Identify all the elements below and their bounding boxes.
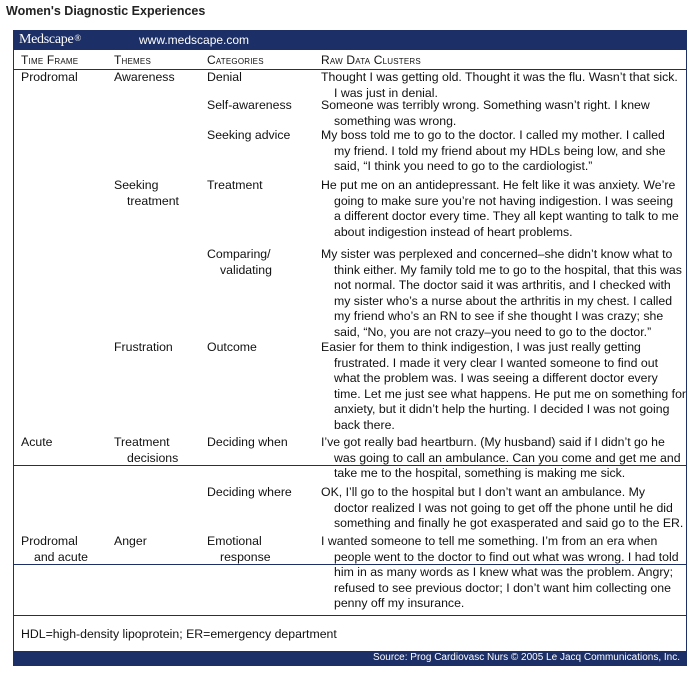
cell-line: Easier for them to think indigestion, I was just really getting (321, 340, 641, 354)
cell-line: treatment (127, 193, 179, 208)
cell-line: a different doctor every time. They all kept wanting to talk to me (334, 209, 679, 223)
section-divider (14, 465, 686, 466)
header-time-frame: Time Frame (21, 53, 79, 67)
raw-data-cell (321, 70, 678, 101)
table-bottom-rule (14, 615, 686, 616)
raw-data-cell (321, 247, 682, 340)
cell-line: I was just in denial. (334, 85, 438, 100)
cell-line: Outcome (207, 340, 257, 354)
cell-line: Prodromal (21, 534, 78, 548)
section-divider (14, 564, 686, 565)
cell-line: was going to call an ambulance. Can you come and get me and (334, 450, 681, 465)
category-cell (207, 534, 271, 565)
cell-line: I wanted someone to tell me something. I’m from an era when (321, 534, 658, 548)
theme-cell (114, 178, 179, 209)
category-cell (207, 70, 242, 86)
header-raw-data-clusters: Raw Data Clusters (321, 53, 421, 67)
theme-cell (114, 70, 175, 86)
cell-line: take me to the hospital, something is making me sick. (334, 466, 626, 480)
cell-line: Denial (207, 70, 242, 84)
cell-line: what the problem was. I was seeing a different doctor every (334, 371, 658, 385)
category-cell (207, 128, 290, 144)
cell-line: my friend who’s an RN to see if she thought I was crazy; she (334, 309, 664, 323)
category-cell (207, 340, 257, 356)
time-frame-cell (21, 70, 78, 86)
cell-line: Self-awareness (207, 98, 292, 112)
footnote: HDL=high-density lipoprotein; ER=emergency department (21, 627, 337, 641)
cell-line: validating (220, 262, 272, 277)
theme-cell (114, 435, 178, 466)
cell-line: my sister who’s a nurse about the arthritis in my chest. I called (334, 293, 673, 308)
time-frame-cell (21, 534, 88, 565)
cell-line: Prodromal (21, 70, 78, 84)
cell-line: Seeking advice (207, 128, 291, 142)
cell-line: doctor realized I was not going to get off the phone until he did (334, 500, 673, 515)
cell-line: frustrated. I made it very clear I wanted someone to find out (334, 355, 658, 370)
time-frame-cell (21, 435, 52, 451)
cell-line: Deciding when (207, 435, 288, 449)
table-header (14, 50, 686, 70)
cell-line: time. Let me just see what happens. He put me on something for (334, 386, 687, 401)
cell-line: him in as many words as I knew what was the problem. Angry; (334, 565, 673, 579)
cell-line: Emotional (207, 534, 262, 548)
brand-bar (14, 31, 686, 50)
cell-line: said, “No, you are not crazy–you need to go to the doctor.” (334, 324, 652, 339)
cell-line: anxiety, but it didn’t help the hurting. I decided I was not going (334, 402, 670, 416)
cell-line: penny off my insurance. (334, 596, 465, 610)
cell-line: my friend. I told my friend about my HDLs being low, and she (334, 143, 666, 158)
cell-line: not normal. The doctor said it was arthritis, and I checked with (334, 278, 671, 292)
cell-line: refused to see previous doctor; I don’t want him collecting one (334, 580, 671, 595)
raw-data-cell (321, 128, 666, 175)
cell-line: and acute (34, 549, 89, 564)
cell-line: My sister was perplexed and concerned–she didn’t know what to (321, 247, 673, 261)
cell-line: Seeking (114, 178, 159, 192)
raw-data-cell (321, 98, 650, 129)
page-title: Women's Diagnostic Experiences (6, 4, 206, 18)
cell-line: Treatment (114, 435, 170, 449)
raw-data-cell (321, 435, 681, 482)
cell-line: going to make sure you’re not having indigestion. I was seeing (334, 193, 674, 208)
cell-line: Comparing/ (207, 247, 271, 261)
header-categories: Categories (207, 53, 264, 67)
medscape-url-link[interactable]: www.medscape.com (139, 33, 250, 47)
source-credit: Source: Prog Cardiovasc Nurs © 2005 Le Jacq Communications, Inc. (373, 652, 680, 663)
cell-line: think either. My family told me to go to the hospital, that this was (334, 262, 682, 277)
cell-line: something and finally he got exasperated and said go to the ER. (334, 516, 684, 530)
cell-line: about indigestion instead of heart problems. (334, 224, 573, 239)
cell-line: He put me on an antidepressant. He felt like it was anxiety. We’re (321, 178, 676, 192)
source-bar (14, 651, 686, 665)
raw-data-cell (321, 534, 679, 612)
cell-line: Treatment (207, 178, 263, 192)
cell-line: Acute (21, 435, 53, 449)
category-cell (207, 98, 292, 114)
table-frame (13, 30, 687, 666)
cell-line: response (220, 549, 271, 564)
theme-cell (114, 340, 173, 356)
cell-line: My boss told me to go to the doctor. I called my mother. I called (321, 128, 665, 142)
raw-data-cell (321, 340, 686, 433)
cell-line: Deciding where (207, 485, 292, 499)
cell-line: I’ve got really bad heartburn. (My husband) said if I didn’t go he (321, 435, 665, 449)
category-cell (207, 247, 272, 278)
cell-line: Thought I was getting old. Thought it was the flu. Wasn’t that sick. (321, 70, 678, 84)
cell-line: decisions (127, 450, 179, 465)
category-cell (207, 178, 263, 194)
cell-line: Frustration (114, 340, 173, 354)
cell-line: said, “I think you need to go to the cardiologist.” (334, 159, 593, 173)
medscape-logo[interactable]: Medscape® (19, 32, 81, 47)
raw-data-cell (321, 485, 683, 532)
cell-line: people went to the doctor to find out what was wrong. I had told (334, 549, 679, 564)
theme-cell (114, 534, 147, 550)
raw-data-cell (321, 178, 679, 240)
cell-line: Awareness (114, 70, 175, 84)
category-cell (207, 485, 292, 501)
cell-line: OK, I’ll go to the hospital but I don’t want an ambulance. My (321, 485, 646, 499)
cell-line: something was wrong. (334, 113, 457, 128)
header-themes: Themes (114, 53, 151, 67)
cell-line: Someone was terribly wrong. Something wasn’t right. I knew (321, 98, 650, 112)
cell-line: Anger (114, 534, 147, 548)
category-cell (207, 435, 288, 451)
cell-line: back there. (334, 417, 395, 432)
